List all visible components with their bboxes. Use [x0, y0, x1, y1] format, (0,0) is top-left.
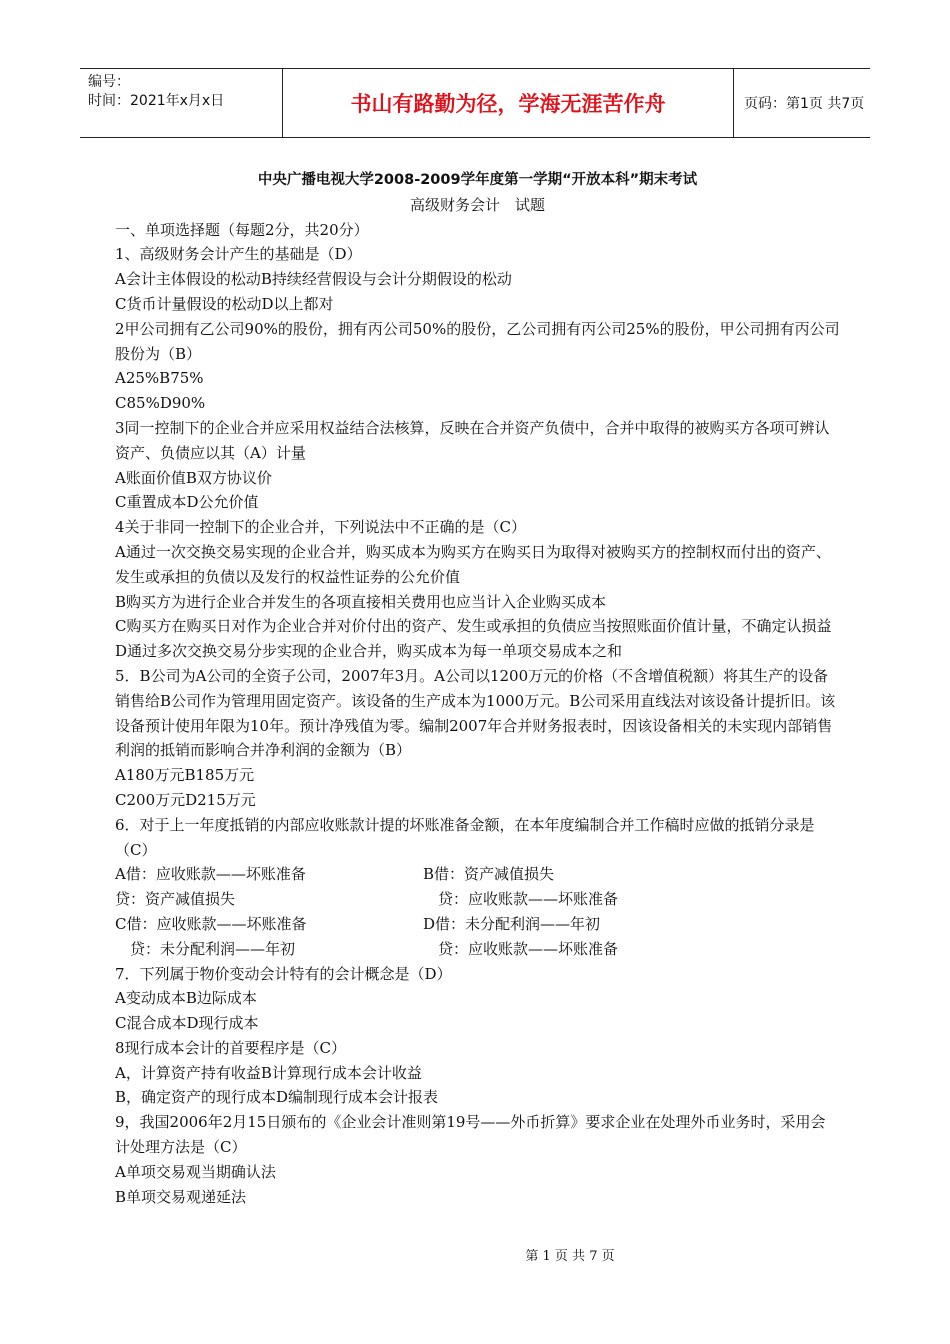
doc-line: B购买方为进行企业合并发生的各项直接相关费用也应当计入企业购买成本: [115, 592, 607, 611]
doc-line: A会计主体假设的松动B持续经营假设与会计分期假设的松动: [115, 270, 512, 289]
q6-option: C借：应收账款——坏账准备: [115, 914, 307, 933]
doc-line: 一、单项选择题（每题2分，共20分）: [115, 220, 369, 239]
doc-line: 8现行成本会计的首要程序是（C）: [115, 1038, 347, 1057]
q6-option: 贷：未分配利润——年初: [115, 939, 296, 958]
doc-line: A25%B75%: [115, 369, 204, 388]
doc-line: 5．B公司为A公司的全资子公司，2007年3月。A公司以1200万元的价格（不含增值税额）将其生产的设备销售给B公司作为管理用固定资产。该设备的生产成本为1000万元。B公司采用直线法对该设备计提折旧。该设备预计使用年限为10年。预计净残值为零。编制2007年合并财务报表时，因该设备相关的未实现内部销售利润的抵销而影响合并净利润的金额为（B）: [115, 666, 836, 760]
doc-line: C200万元D215万元: [115, 790, 256, 809]
doc-line: B，确定资产的现行成本D编制现行成本会计报表: [115, 1088, 439, 1107]
document-body: [115, 168, 840, 1209]
header-table: [80, 68, 870, 138]
q6-option: B借：资产减值损失: [423, 865, 555, 884]
doc-line: 4关于非同一控制下的企业合并，下列说法中不正确的是（C）: [115, 518, 527, 537]
q6-option: 贷：资产减值损失: [115, 890, 236, 909]
doc-line: A账面价值B双方协议价: [115, 468, 272, 487]
header-page-info: 页码：第1页 共7页: [744, 96, 865, 112]
q6-option: 贷：应收账款——坏账准备: [423, 939, 619, 958]
footer-page-number: 第 1 页 共 7 页: [525, 1249, 615, 1264]
doc-line: A180万元B185万元: [115, 766, 255, 785]
q6-option: D借：未分配利润——年初: [423, 914, 601, 933]
exam-subtitle: 高级财务会计 试题: [409, 195, 545, 214]
doc-line: A通过一次交换交易实现的企业合并，购买成本为购买方在购买日为取得对被购买方的控制权而付出的资产、发生或承担的负债以及发行的权益性证券的公允价值: [115, 542, 831, 586]
doc-line: A，计算资产持有收益B计算现行成本会计收益: [115, 1063, 422, 1082]
q6-option-row: [115, 862, 840, 887]
doc-line: C85%D90%: [115, 394, 206, 413]
doc-line: 9，我国2006年2月15日颁布的《企业会计准则第19号——外币折算》要求企业在处理外币业务时，采用会计处理方法是（C）: [115, 1113, 826, 1157]
doc-line: 2甲公司拥有乙公司90%的股份，拥有丙公司50%的股份，乙公司拥有丙公司25%的股份，甲公司拥有丙公司股份为（B）: [115, 319, 840, 363]
q6-option: 贷：应收账款——坏账准备: [423, 890, 619, 909]
time-label: 时间：2021年x月x日: [88, 93, 225, 109]
page-footer: [0, 1245, 950, 1264]
doc-line: C货币计量假设的松动D以上都对: [115, 294, 334, 313]
doc-line: B单项交易观递延法: [115, 1187, 247, 1206]
number-label: 编号：: [88, 74, 130, 90]
exam-title: 中央广播电视大学2008-2009学年度第一学期“开放本科”期末考试: [257, 172, 698, 188]
doc-line: 6．对于上一年度抵销的内部应收账款计提的坏账准备金额，在本年度编制合并工作稿时应做的抵销分录是（C）: [115, 815, 815, 859]
q6-option-row: [115, 937, 840, 962]
doc-line: C购买方在购买日对作为企业合并对价付出的资产、发生或承担的负债应当按照账面价值计量，不确定认损益: [115, 617, 832, 636]
doc-line: 1、高级财务会计产生的基础是（D）: [115, 245, 362, 264]
header-motto: 书山有路勤为径，学海无涯苦作舟: [282, 69, 734, 137]
header-meta: [80, 69, 282, 137]
doc-line: A变动成本B边际成本: [115, 989, 257, 1008]
doc-line: D通过多次交换交易分步实现的企业合并，购买成本为每一单项交易成本之和: [115, 642, 623, 661]
q6-option-row: [115, 887, 840, 912]
q6-option: A借：应收账款——坏账准备: [115, 865, 306, 884]
doc-line: 7．下列属于物价变动会计特有的会计概念是（D）: [115, 964, 452, 983]
q6-option-row: [115, 912, 840, 937]
doc-line: C重置成本D公允价值: [115, 493, 259, 512]
doc-line: 3同一控制下的企业合并应采用权益结合法核算，反映在合并资产负债中，合并中取得的被购买方各项可辨认资产、负债应以其（A）计量: [115, 418, 830, 462]
doc-line: C混合成本D现行成本: [115, 1014, 259, 1033]
doc-line: A单项交易观当期确认法: [115, 1162, 276, 1181]
